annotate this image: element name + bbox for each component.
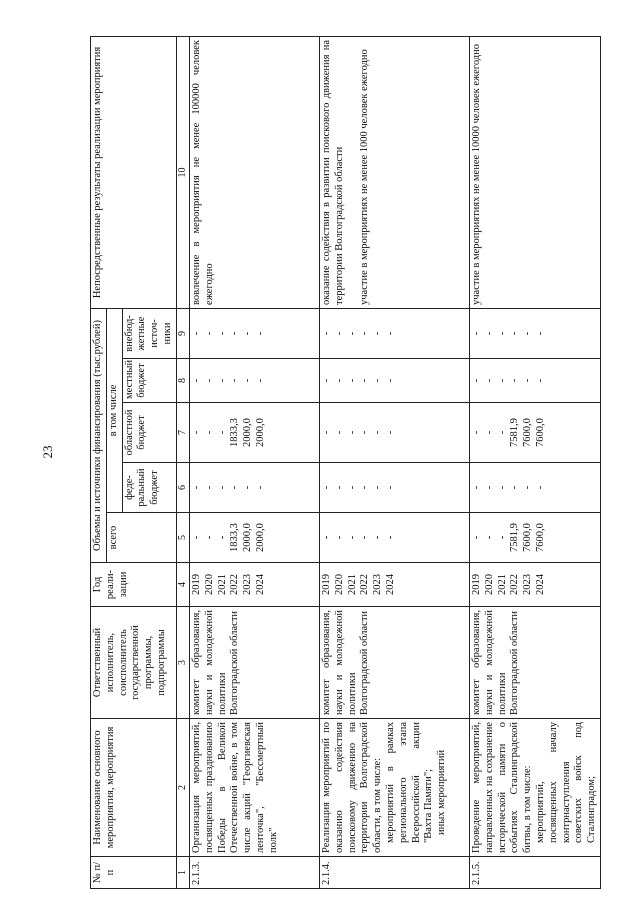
- extrabudget-value: -: [320, 331, 332, 336]
- federal-value: -: [216, 485, 228, 490]
- year: 2024: [384, 574, 396, 595]
- header-regional: областной бюджет: [122, 403, 176, 463]
- year: 2022: [509, 574, 521, 595]
- col-number: 5: [176, 513, 189, 563]
- col-number: 1: [176, 857, 189, 889]
- extrabudget-value: -: [372, 331, 384, 336]
- federal-value: -: [522, 485, 534, 490]
- year: 2019: [470, 574, 482, 595]
- regional-value: 7600,0: [522, 418, 534, 447]
- regional-value: 7600,0: [534, 418, 546, 447]
- extrabudget-value: -: [522, 331, 534, 336]
- federal-cell: [189, 463, 319, 513]
- header-financing: Объемы и источники финансирования (тыс.рублей): [91, 308, 107, 562]
- year: 2019: [190, 574, 202, 595]
- extrabudget-value: -: [229, 331, 241, 336]
- total-value: 2000,0: [254, 523, 266, 552]
- total-value: -: [496, 535, 508, 540]
- col-number: 4: [176, 563, 189, 607]
- activity-subitem: мероприятий в рамках регионального этапа Всероссийской акции "Вахта Памяти";: [384, 722, 435, 843]
- year: 2021: [346, 574, 358, 595]
- local-value: -: [254, 378, 266, 383]
- total-cell: [189, 513, 319, 563]
- col-number: 8: [176, 359, 189, 403]
- extrabudget-value: -: [483, 331, 495, 336]
- total-value: 7600,0: [534, 523, 546, 552]
- header-including: в том числе: [106, 308, 122, 512]
- federal-cell: [319, 463, 469, 513]
- results-cell: [319, 36, 469, 308]
- total-value: -: [320, 535, 332, 540]
- extrabudget-value: -: [242, 331, 254, 336]
- regional-value: -: [333, 430, 345, 435]
- year: 2023: [522, 574, 534, 595]
- federal-value: -: [346, 485, 358, 490]
- extrabudget-value: -: [190, 331, 202, 336]
- extrabudget-value: -: [384, 331, 396, 336]
- federal-value: -: [320, 485, 332, 490]
- responsible-executor: комитет образования, науки и молодежной политики Волгоградской области: [469, 607, 600, 719]
- regional-value: -: [496, 430, 508, 435]
- regional-cell: [319, 403, 469, 463]
- local-value: -: [534, 378, 546, 383]
- total-value: -: [346, 535, 358, 540]
- local-value: -: [470, 378, 482, 383]
- activity-name-cell: [319, 719, 469, 857]
- local-value: -: [372, 378, 384, 383]
- program-activities-table: [90, 36, 601, 889]
- federal-value: -: [384, 485, 396, 490]
- regional-value: -: [320, 430, 332, 435]
- federal-value: -: [242, 485, 254, 490]
- years-cell: [469, 563, 600, 607]
- year: 2019: [320, 574, 332, 595]
- local-value: -: [333, 378, 345, 383]
- col-number: 3: [176, 607, 189, 719]
- year: 2020: [483, 574, 495, 595]
- total-value: -: [384, 535, 396, 540]
- total-value: 7581,9: [509, 523, 521, 552]
- regional-value: -: [346, 430, 358, 435]
- header-responsible: Ответственный исполнитель, соисполнитель государственной программы, подпрограммы: [91, 607, 177, 719]
- regional-cell: [189, 403, 319, 463]
- federal-value: -: [203, 485, 215, 490]
- extrabudget-cell: [319, 308, 469, 358]
- local-value: -: [229, 378, 241, 383]
- rotated-table-sheet: [90, 37, 610, 889]
- year: 2024: [534, 574, 546, 595]
- local-value: -: [359, 378, 371, 383]
- total-value: 1833,3: [229, 523, 241, 552]
- regional-value: 7581,9: [509, 418, 521, 447]
- table-row: [469, 36, 600, 888]
- table-row: [189, 36, 319, 888]
- total-value: -: [216, 535, 228, 540]
- row-number: 2.1.5.: [469, 857, 600, 889]
- years-cell: [319, 563, 469, 607]
- federal-value: -: [333, 485, 345, 490]
- extrabudget-cell: [469, 308, 600, 358]
- extrabudget-value: -: [496, 331, 508, 336]
- regional-value: -: [203, 430, 215, 435]
- total-value: -: [190, 535, 202, 540]
- regional-value: 2000,0: [254, 418, 266, 447]
- local-value: -: [496, 378, 508, 383]
- col-number: 10: [176, 36, 189, 308]
- year: 2021: [216, 574, 228, 595]
- activity-name: Организация мероприятий, посвященных празднованию Победы в Великой Отечественной войне, в том числе акций "Георгиевская ленточка", "Бессмертный полк": [189, 719, 319, 857]
- regional-value: -: [483, 430, 495, 435]
- federal-value: -: [509, 485, 521, 490]
- total-value: -: [470, 535, 482, 540]
- header-results: Непосредственные результаты реализации мероприятия: [91, 36, 177, 308]
- local-value: -: [509, 378, 521, 383]
- local-value: -: [242, 378, 254, 383]
- total-value: -: [333, 535, 345, 540]
- federal-value: -: [483, 485, 495, 490]
- header-local: местный бюджет: [122, 359, 176, 403]
- federal-value: -: [190, 485, 202, 490]
- local-cell: [189, 359, 319, 403]
- regional-value: -: [470, 430, 482, 435]
- year: 2024: [254, 574, 266, 595]
- local-value: -: [522, 378, 534, 383]
- row-number: 2.1.4.: [319, 857, 469, 889]
- local-value: -: [216, 378, 228, 383]
- responsible-executor: комитет образования, науки и молодежной политики Волгоградской области: [319, 607, 469, 719]
- year: 2020: [333, 574, 345, 595]
- extrabudget-value: -: [216, 331, 228, 336]
- total-value: -: [372, 535, 384, 540]
- local-cell: [319, 359, 469, 403]
- activity-name: Проведение мероприятий, направленных на сохранение исторической памяти о событиях Сталинградской битвы, в том числе:: [470, 722, 534, 853]
- federal-value: -: [470, 485, 482, 490]
- federal-value: -: [534, 485, 546, 490]
- extrabudget-value: -: [534, 331, 546, 336]
- regional-value: -: [216, 430, 228, 435]
- year: 2023: [242, 574, 254, 595]
- regional-value: -: [190, 430, 202, 435]
- table-row: [319, 36, 469, 888]
- federal-value: -: [254, 485, 266, 490]
- header-num: № п/п: [91, 857, 177, 889]
- activity-subitem: иных мероприятий: [436, 749, 448, 835]
- total-value: -: [483, 535, 495, 540]
- local-value: -: [190, 378, 202, 383]
- result-text: вовлечение в мероприятия не менее 100000 человек ежегодно: [190, 39, 215, 305]
- header-total: всего: [106, 513, 176, 563]
- year: 2020: [203, 574, 215, 595]
- year: 2022: [229, 574, 241, 595]
- activity-name: Реализация мероприятий по оказанию содействия поисковому движению на территории Волгоградской области, в том числе:: [320, 722, 384, 853]
- activity-name-cell: [469, 719, 600, 857]
- header-extrabudget: внебюд-жетные источ-ники: [122, 308, 176, 358]
- regional-cell: [469, 403, 600, 463]
- extrabudget-value: -: [333, 331, 345, 336]
- regional-value: 1833,3: [229, 418, 241, 447]
- activity-subitem: мероприятий, посвященных началу контрнаступления советских войск под Сталинградом;: [534, 722, 598, 843]
- year: 2022: [359, 574, 371, 595]
- years-cell: [189, 563, 319, 607]
- local-value: -: [320, 378, 332, 383]
- regional-value: 2000,0: [242, 418, 254, 447]
- local-value: -: [483, 378, 495, 383]
- results-cell: [469, 36, 600, 308]
- col-number: 6: [176, 463, 189, 513]
- extrabudget-value: -: [509, 331, 521, 336]
- total-value: 2000,0: [242, 523, 254, 552]
- local-value: -: [384, 378, 396, 383]
- total-value: -: [203, 535, 215, 540]
- total-value: -: [359, 535, 371, 540]
- extrabudget-value: -: [359, 331, 371, 336]
- local-cell: [469, 359, 600, 403]
- page-number: 23: [40, 445, 55, 459]
- regional-value: -: [384, 430, 396, 435]
- row-number: 2.1.3.: [189, 857, 319, 889]
- federal-value: -: [229, 485, 241, 490]
- col-number: 2: [176, 719, 189, 857]
- result-text: оказание содействия в развитии поискового движения на территории Волгоградской области: [320, 39, 345, 305]
- federal-value: -: [496, 485, 508, 490]
- federal-cell: [469, 463, 600, 513]
- header-federal: феде-ральный бюджет: [122, 463, 176, 513]
- extrabudget-value: -: [470, 331, 482, 336]
- total-cell: [319, 513, 469, 563]
- total-cell: [469, 513, 600, 563]
- total-value: 7600,0: [522, 523, 534, 552]
- col-number: 9: [176, 308, 189, 358]
- year: 2021: [496, 574, 508, 595]
- extrabudget-value: -: [254, 331, 266, 336]
- federal-value: -: [359, 485, 371, 490]
- result-text: участие в мероприятиях не менее 10000 человек ежегодно: [470, 44, 482, 305]
- year: 2023: [372, 574, 384, 595]
- regional-value: -: [359, 430, 371, 435]
- responsible-executor: комитет образования, науки и молодежной политики Волгоградской области: [189, 607, 319, 719]
- header-year: Год реали-зации: [91, 563, 177, 607]
- col-number: 7: [176, 403, 189, 463]
- results-cell: [189, 36, 319, 308]
- regional-value: -: [372, 430, 384, 435]
- local-value: -: [346, 378, 358, 383]
- result-text: участие в мероприятиях не менее 1000 человек ежегодно: [358, 49, 370, 305]
- extrabudget-value: -: [346, 331, 358, 336]
- federal-value: -: [372, 485, 384, 490]
- column-number-row: [176, 36, 189, 888]
- extrabudget-cell: [189, 308, 319, 358]
- extrabudget-value: -: [203, 331, 215, 336]
- header-row-1: [91, 36, 107, 888]
- header-name: Наименование основного мероприятия, мероприятия: [91, 719, 177, 857]
- local-value: -: [203, 378, 215, 383]
